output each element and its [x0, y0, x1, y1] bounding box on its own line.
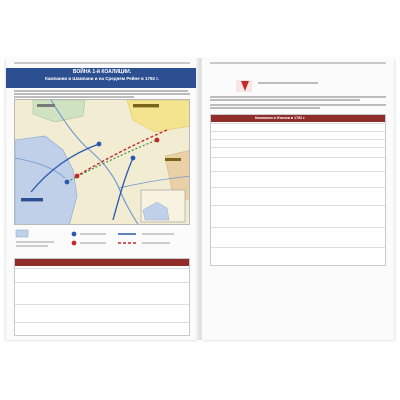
intro-line [14, 90, 188, 92]
map-label-placeholder [133, 104, 159, 107]
legend-swatch [16, 230, 28, 237]
table-row [15, 268, 189, 282]
text-line [210, 104, 386, 106]
coalition-advance-route [77, 130, 167, 176]
italy-campaign-table [210, 114, 386, 266]
intro-line [14, 93, 190, 95]
left-campaign-table [14, 258, 190, 336]
army-position-marker [97, 142, 102, 147]
table-row [211, 247, 385, 266]
text-line [210, 107, 320, 109]
table-row [211, 157, 385, 171]
right-page [202, 58, 394, 340]
table-row [211, 227, 385, 247]
map-legend [14, 228, 190, 254]
table-row [211, 187, 385, 205]
table-row [211, 205, 385, 227]
table-row [211, 147, 385, 157]
table-row [15, 322, 189, 336]
army-position-marker [75, 174, 80, 179]
map-label-placeholder [165, 158, 181, 161]
table-row [211, 171, 385, 187]
table-header [15, 259, 189, 266]
army-position-marker [155, 138, 160, 143]
intro-line [14, 96, 134, 98]
army-position-marker [131, 156, 136, 161]
table-row [15, 304, 189, 322]
legend-swatch [72, 232, 77, 237]
table-row [211, 123, 385, 131]
table-header [211, 115, 385, 122]
table-row [211, 139, 385, 147]
map-label-placeholder [21, 198, 43, 201]
running-head-right [210, 62, 386, 64]
map-label-placeholder [37, 104, 55, 107]
left-page [6, 58, 198, 340]
campaign-map [14, 99, 190, 225]
army-position-marker [65, 180, 70, 185]
red-arrow-icon [241, 81, 249, 91]
banner-title: ВОЙНА 1-й КОАЛИЦИИ. [72, 69, 132, 75]
section-banner [6, 68, 198, 88]
neighbouring-territory [33, 100, 85, 122]
legend-swatch [72, 241, 77, 246]
text-line [210, 99, 360, 101]
banner-subtitle: Кампании в Шампани и на Среднем Рейне в 1792 г. [45, 76, 159, 81]
section-heading-line [258, 82, 318, 84]
table-header-title: Кампании в Италии в 1792 г. [255, 116, 306, 120]
book-spread [0, 58, 400, 340]
running-head-left [14, 62, 190, 64]
text-line [210, 96, 386, 98]
table-row [211, 131, 385, 139]
table-row [15, 282, 189, 304]
